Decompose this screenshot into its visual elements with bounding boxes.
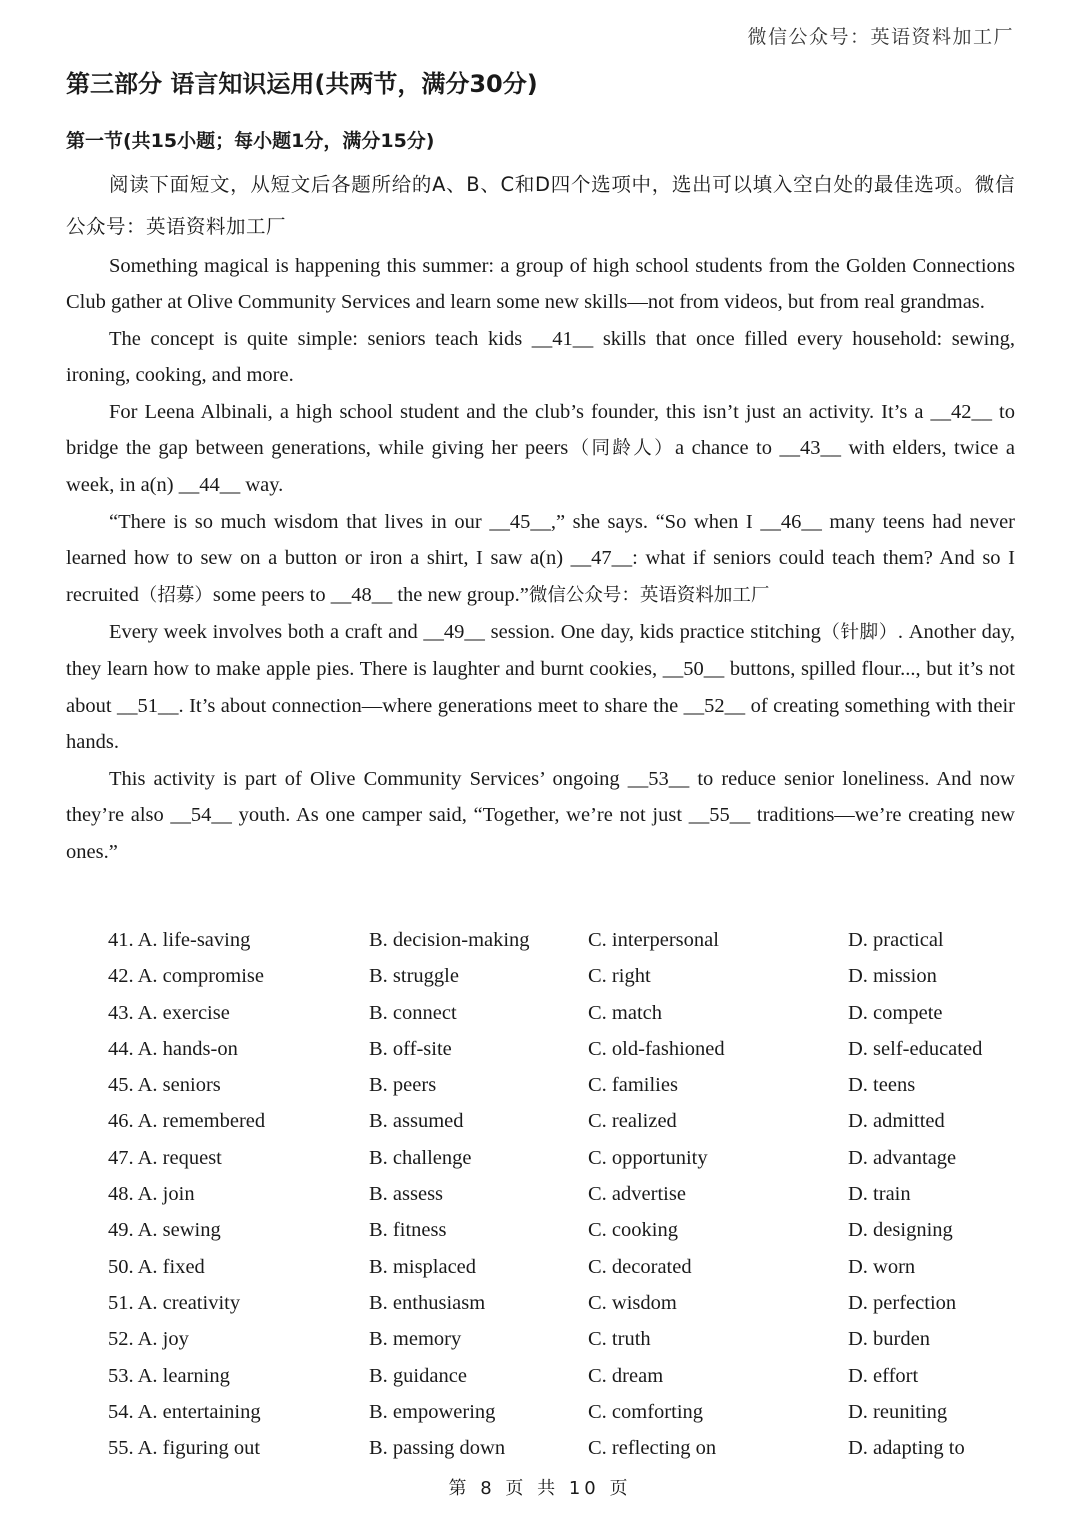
- option-row-45: [108, 1067, 1008, 1103]
- option-c: C. advertise: [588, 1183, 686, 1206]
- option-b: B. off-site: [369, 1037, 452, 1060]
- option-c: C. truth: [588, 1328, 651, 1351]
- option-row-44: [108, 1031, 1008, 1067]
- option-b: B. peers: [369, 1074, 437, 1097]
- option-c: C. right: [588, 965, 651, 988]
- option-b: B. connect: [369, 1001, 457, 1024]
- passage-paragraph-5: [66, 614, 1015, 761]
- passage-paragraph-4: [66, 504, 1015, 614]
- option-b: B. misplaced: [369, 1255, 477, 1278]
- gloss-stitching: （针脚）: [820, 622, 898, 644]
- option-a: 54. A. entertaining: [108, 1400, 261, 1423]
- option-b: B. passing down: [369, 1437, 506, 1460]
- option-d: D. designing: [848, 1219, 953, 1242]
- section-title: 第一节(共15小题；每小题1分，满分15分): [66, 130, 435, 152]
- option-a: 49. A. sewing: [108, 1219, 221, 1242]
- inline-watermark-note: 微信公众号：英语资料加工厂: [528, 584, 770, 606]
- option-b: B. memory: [369, 1328, 462, 1351]
- option-a: 52. A. joy: [108, 1328, 189, 1351]
- option-d: D. self-educated: [848, 1037, 983, 1060]
- option-d: D. worn: [848, 1255, 916, 1278]
- option-c: C. match: [588, 1001, 663, 1024]
- gloss-recruited: （招募）: [138, 584, 213, 606]
- passage-paragraph-1: Something magical is happening this summer: a group of high school students from the Golden Connections Club gather at Olive Community Services and learn some new skills—not from videos, but from real grandmas.: [66, 255, 1015, 314]
- option-row-46: [108, 1103, 1008, 1139]
- option-a: 42. A. compromise: [108, 965, 265, 988]
- paragraph-3-text-a: For Leena Albinali, a high school student and the club’s founder, this isn’t just an activity. It’s a __42__ to bridge the gap between generations, while giving her peers: [66, 400, 1015, 460]
- option-d: D. compete: [848, 1001, 943, 1024]
- option-c: C. decorated: [588, 1255, 692, 1278]
- option-c: C. cooking: [588, 1219, 678, 1242]
- option-row-53: [108, 1358, 1008, 1394]
- option-row-42: [108, 958, 1008, 994]
- option-d: D. practical: [848, 929, 944, 951]
- option-d: D. teens: [848, 1074, 916, 1097]
- paragraph-4-text-a: “There is so much wisdom that lives in our __45__,” she says. “So when I __46__ many teens had never learned how to sew on a button or iron a shirt, I saw a(n) __47__: what if seniors could teach them? And so I recruited: [66, 510, 1015, 606]
- part-title: 第三部分 语言知识运用(共两节，满分30分): [66, 70, 538, 98]
- option-b: B. assumed: [369, 1110, 464, 1133]
- option-d: D. reuniting: [848, 1400, 948, 1423]
- option-c: C. opportunity: [588, 1146, 708, 1169]
- option-a: 41. A. life-saving: [108, 929, 251, 951]
- option-d: D. advantage: [848, 1146, 957, 1169]
- answer-options: [108, 922, 1008, 1466]
- option-a: 45. A. seniors: [108, 1074, 221, 1097]
- option-row-48: [108, 1176, 1008, 1212]
- option-c: C. comforting: [588, 1400, 704, 1423]
- passage-paragraph-6: This activity is part of Olive Community Services’ ongoing __53__ to reduce senior loneliness. And now they’re also __54__ youth. As one camper said, “Together, we’re not just __55__ traditions—we’re creating new ones.”: [66, 767, 1015, 863]
- instructions: 阅读下面短文，从短文后各题所给的A、B、C和D四个选项中，选出可以填入空白处的最佳选项。微信公众号：英语资料加工厂: [66, 173, 1015, 238]
- option-c: C. wisdom: [588, 1291, 677, 1314]
- gloss-peers: （同龄人）: [568, 438, 676, 460]
- page-footer: 第 8 页 共 10 页: [448, 1478, 632, 1499]
- option-d: D. perfection: [848, 1291, 957, 1314]
- paragraph-4-text-b: some peers to __48__ the new group.”: [212, 583, 529, 606]
- header-note: 微信公众号：英语资料加工厂: [747, 26, 1014, 48]
- option-c: C. old-fashioned: [588, 1037, 725, 1060]
- option-b: B. enthusiasm: [369, 1291, 486, 1314]
- option-a: 46. A. remembered: [108, 1110, 266, 1133]
- option-c: C. interpersonal: [588, 929, 719, 951]
- option-b: B. empowering: [369, 1400, 496, 1423]
- paragraph-5-text-b: . Another day, they learn how to make apple pies. There is laughter and burnt cookies, __50__ buttons, spilled flour..., but it’s not about __51__. It’s about connection—where generations meet to share the __52__ of creating something with their hands.: [66, 621, 1015, 754]
- option-c: C. dream: [588, 1364, 664, 1387]
- option-row-55: [108, 1430, 1008, 1466]
- option-a: 50. A. fixed: [108, 1255, 205, 1278]
- option-b: B. fitness: [369, 1219, 447, 1242]
- option-c: C. realized: [588, 1110, 677, 1133]
- option-c: C. reflecting on: [588, 1437, 717, 1460]
- option-a: 55. A. figuring out: [108, 1437, 261, 1460]
- option-d: D. burden: [848, 1328, 930, 1351]
- option-b: B. decision-making: [369, 929, 530, 951]
- option-row-47: [108, 1140, 1008, 1176]
- option-row-49: [108, 1212, 1008, 1248]
- option-b: B. challenge: [369, 1146, 472, 1169]
- passage-paragraph-2: The concept is quite simple: seniors teach kids __41__ skills that once filled every household: sewing, ironing, cooking, and more.: [66, 327, 1015, 387]
- option-row-52: [108, 1321, 1008, 1357]
- document-body: [66, 164, 1015, 870]
- option-a: 51. A. creativity: [108, 1291, 241, 1314]
- option-a: 43. A. exercise: [108, 1001, 230, 1024]
- option-b: B. guidance: [369, 1364, 467, 1387]
- option-b: B. assess: [369, 1183, 444, 1206]
- option-d: D. adapting to: [848, 1437, 965, 1460]
- passage: [66, 248, 1015, 870]
- option-d: D. admitted: [848, 1110, 945, 1133]
- option-a: 48. A. join: [108, 1183, 195, 1206]
- option-b: B. struggle: [369, 965, 459, 988]
- option-row-50: [108, 1249, 1008, 1285]
- option-c: C. families: [588, 1074, 678, 1097]
- paragraph-5-text-a: Every week involves both a craft and __49__ session. One day, kids practice stitching: [109, 621, 821, 644]
- option-row-54: [108, 1394, 1008, 1430]
- passage-paragraph-3: [66, 394, 1015, 504]
- option-row-41: [108, 922, 1008, 958]
- option-row-43: [108, 995, 1008, 1031]
- option-d: D. mission: [848, 965, 937, 988]
- option-a: 53. A. learning: [108, 1364, 230, 1387]
- option-d: D. effort: [848, 1364, 919, 1387]
- paragraph-3-text-b: a chance to __43__ with elders, twice a week, in a(n) __44__ way.: [66, 437, 1015, 497]
- option-a: 44. A. hands-on: [108, 1037, 238, 1060]
- option-d: D. train: [848, 1183, 911, 1206]
- option-row-51: [108, 1285, 1008, 1321]
- option-a: 47. A. request: [108, 1146, 222, 1169]
